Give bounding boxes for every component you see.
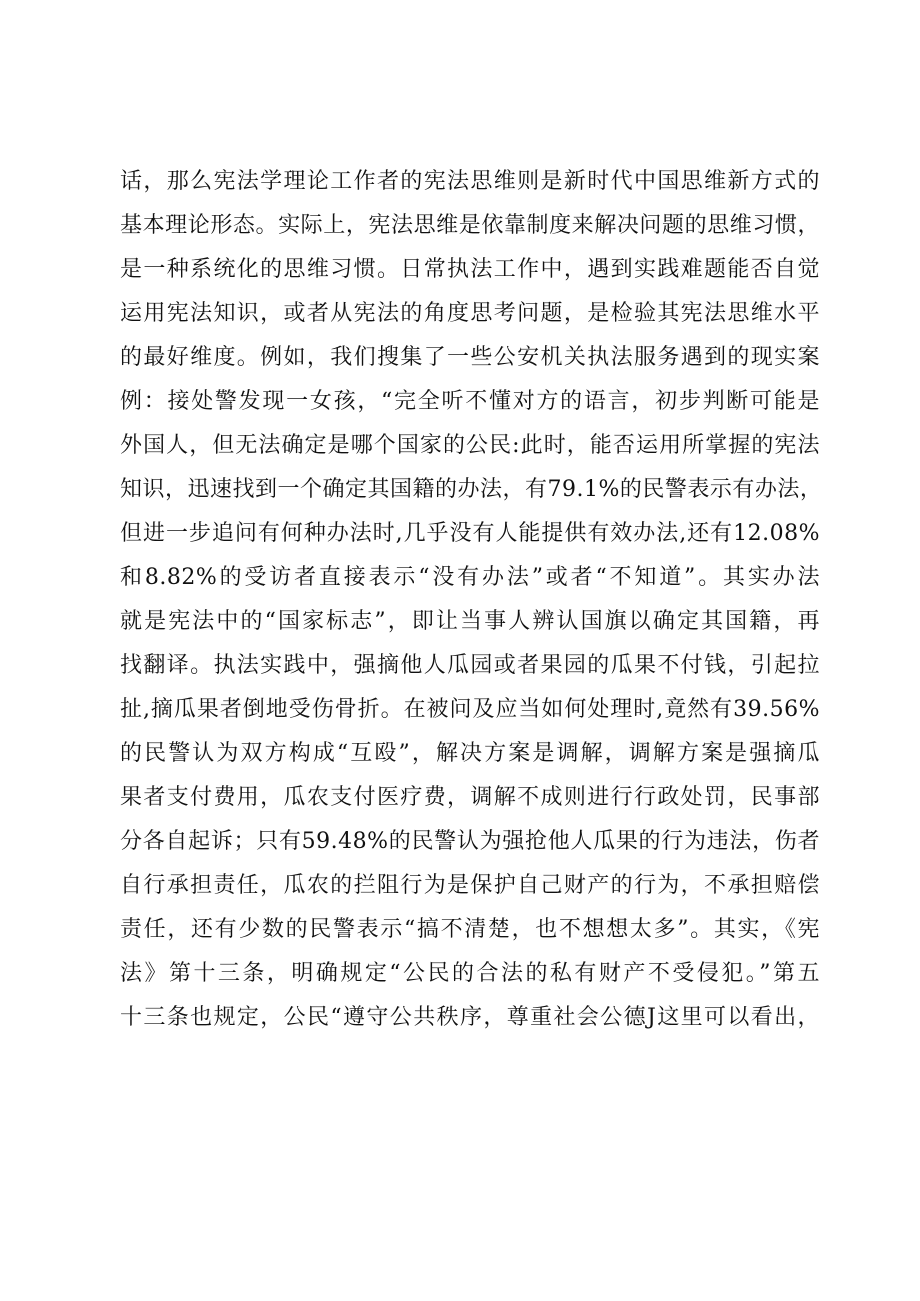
text-line: 分各自起诉；只有59.48%的民警认为强抢他人瓜果的行为违法，伤者 bbox=[120, 829, 820, 854]
text-line: 但进一步追问有何种办法时,几乎没有人能提供有效办法,还有12.08% bbox=[120, 521, 820, 546]
text-line: 和8.82%的受访者直接表示“没有办法”或者“不知道”。其实办法 bbox=[120, 565, 820, 590]
text-line: 找翻译。执法实践中，强摘他人瓜园或者果园的瓜果不付钱，引起拉 bbox=[120, 653, 820, 678]
text-line: 外国人，但无法确定是哪个国家的公民:此时，能否运用所掌握的宪法 bbox=[120, 433, 820, 458]
text-line: 的最好维度。例如，我们搜集了一些公安机关执法服务遇到的现实案 bbox=[120, 345, 820, 370]
text-line: 就是宪法中的“国家标志”，即让当事人辨认国旗以确定其国籍，再 bbox=[120, 609, 820, 634]
text-line: 是一种系统化的思维习惯。日常执法工作中，遇到实践难题能否自觉 bbox=[120, 257, 820, 282]
text-line: 果者支付费用，瓜农支付医疗费，调解不成则进行行政处罚，民事部 bbox=[120, 785, 820, 810]
text-line: 知识，迅速找到一个确定其国籍的办法，有79.1%的民警表示有办法， bbox=[120, 477, 823, 502]
text-line: 扯,摘瓜果者倒地受伤骨折。在被问及应当如何处理时,竟然有39.56% bbox=[120, 697, 820, 722]
text-line: 责任，还有少数的民警表示“搞不清楚，也不想想太多”。其实，《宪 bbox=[120, 917, 820, 942]
text-line: 运用宪法知识，或者从宪法的角度思考问题，是检验其宪法思维水平 bbox=[120, 301, 820, 326]
text-line: 话，那么宪法学理论工作者的宪法思维则是新时代中国思维新方式的 bbox=[120, 169, 820, 194]
text-line: 自行承担责任，瓜农的拦阻行为是保护自己财产的行为，不承担赔偿 bbox=[120, 873, 820, 898]
text-line: 十三条也规定，公民“遵守公共秩序，尊重社会公德J这里可以看出， bbox=[120, 1005, 820, 1030]
text-line: 例：接处警发现一女孩，“完全听不懂对方的语言，初步判断可能是 bbox=[120, 389, 820, 414]
text-line: 法》第十三条，明确规定“公民的合法的私有财产不受侵犯。”第五 bbox=[120, 961, 820, 986]
body-text bbox=[120, 160, 823, 1040]
text-line: 基本理论形态。实际上，宪法思维是依靠制度来解决问题的思维习惯， bbox=[120, 213, 820, 238]
text-line: 的民警认为双方构成“互殴”，解决方案是调解，调解方案是强摘瓜 bbox=[120, 741, 820, 766]
